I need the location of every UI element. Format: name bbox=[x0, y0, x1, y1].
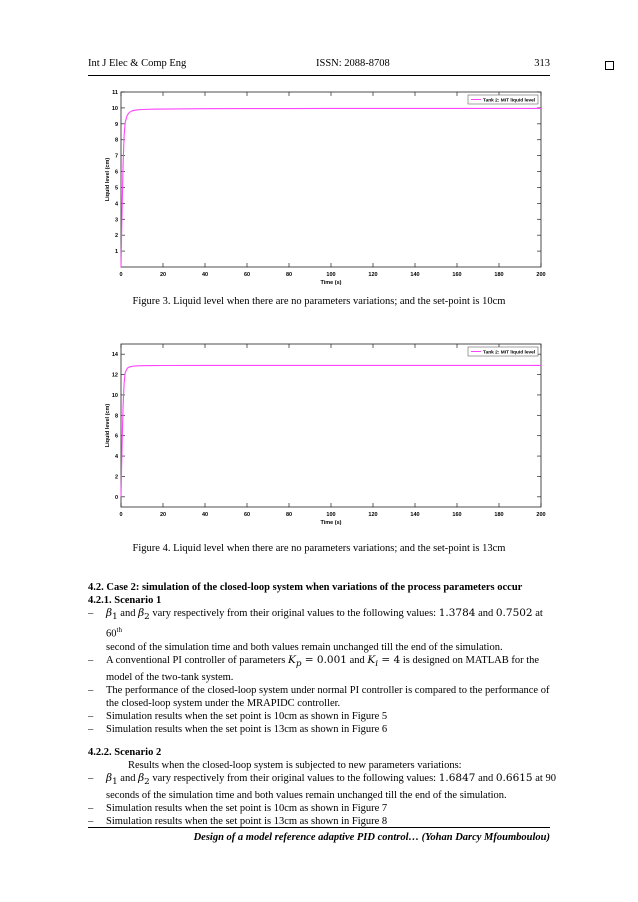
x-tick-label: 120 bbox=[368, 272, 378, 278]
x-tick-label: 180 bbox=[494, 272, 504, 278]
y-tick-label: 3 bbox=[114, 217, 118, 224]
heading-case-2: 4.2. Case 2: simulation of the closed-loop system when variations of the process parameters occur bbox=[88, 582, 523, 593]
x-tick-label: 60 bbox=[243, 512, 251, 518]
heading-scenario-1: 4.2.1. Scenario 1 bbox=[88, 595, 162, 606]
y-tick-label: 4 bbox=[114, 454, 118, 461]
list-item: – Simulation results when the set point is 10cm as shown in Figure 5 bbox=[88, 710, 388, 722]
y-tick-label: 10 bbox=[111, 105, 118, 112]
figure-4-chart bbox=[0, 330, 638, 540]
figure-3-chart bbox=[0, 80, 638, 310]
y-tick-label: 2 bbox=[114, 474, 118, 481]
x-tick-label: 60 bbox=[243, 272, 251, 278]
page-header bbox=[88, 58, 550, 74]
x-tick-label: 40 bbox=[201, 272, 209, 278]
y-axis-label: Liquid level (cm) bbox=[105, 157, 111, 202]
y-tick-label: 4 bbox=[114, 201, 118, 208]
checkbox-square-icon bbox=[605, 61, 614, 70]
figure-3-caption: Figure 3. Liquid level when there are no parameters variations; and the set-point is 10cm bbox=[132, 296, 506, 307]
y-tick-label: 8 bbox=[114, 413, 118, 420]
list-item: – $\beta_1$ and $\beta_2$ vary respectively from their original values to the following values: 1.3784 and 0.7502 at 60th second of the simulation time and both values remain unchanged till the end of the simulation. bbox=[88, 607, 543, 653]
issn: ISSN: 2088-8708 bbox=[316, 58, 390, 69]
x-tick-label: 120 bbox=[368, 512, 378, 518]
x-tick-label: 0 bbox=[119, 512, 123, 518]
x-tick-label: 40 bbox=[201, 512, 209, 518]
figure-4 bbox=[0, 330, 638, 540]
y-tick-label: 5 bbox=[114, 185, 118, 192]
y-tick-label: 10 bbox=[111, 392, 118, 399]
y-tick-label: 6 bbox=[114, 433, 118, 440]
list-item: – The performance of the closed-loop system under normal PI controller is compared to the performance of the closed-loop system under the MRAPIDC controller. bbox=[88, 684, 550, 709]
y-tick-label: 6 bbox=[114, 169, 118, 176]
x-tick-label: 80 bbox=[285, 272, 293, 278]
x-tick-label: 160 bbox=[452, 512, 462, 518]
x-tick-label: 100 bbox=[326, 512, 336, 518]
x-tick-label: 140 bbox=[410, 512, 420, 518]
legend-label: Tank 2: MIT liquid level bbox=[483, 350, 536, 356]
y-tick-label: 8 bbox=[114, 137, 118, 144]
y-tick-label: 2 bbox=[114, 233, 118, 240]
journal-name: Int J Elec & Comp Eng bbox=[88, 58, 187, 69]
page-footer: Design of a model reference adaptive PID control… (Yohan Darcy Mfoumboulou) bbox=[193, 832, 550, 843]
x-tick-label: 20 bbox=[159, 512, 167, 518]
x-tick-label: 140 bbox=[410, 272, 420, 278]
legend bbox=[468, 95, 538, 104]
y-tick-label: 9 bbox=[114, 121, 118, 128]
legend bbox=[468, 347, 538, 356]
y-tick-label: 1 bbox=[114, 249, 118, 256]
y-tick-label: 14 bbox=[111, 352, 118, 359]
y-tick-label: 11 bbox=[112, 90, 118, 96]
header-rule bbox=[88, 75, 550, 76]
y-tick-label: 12 bbox=[111, 372, 118, 379]
list-item: – Simulation results when the set point is 13cm as shown in Figure 8 bbox=[88, 815, 388, 827]
x-tick-label: 180 bbox=[494, 512, 504, 518]
section-4-2 bbox=[88, 581, 558, 828]
y-tick-label: 0 bbox=[114, 494, 118, 501]
list-item: – $\beta_1$ and $\beta_2$ vary respectively from their original values to the following values: 1.6847 and 0.6615 at 90 seconds of the simulation time and both values remain unchanged till the end of the simulation. bbox=[88, 771, 556, 801]
x-tick-label: 0 bbox=[119, 272, 123, 278]
x-axis-label: Time (s) bbox=[320, 280, 342, 286]
legend-label: Tank 2: MIT liquid level bbox=[483, 98, 536, 104]
heading-scenario-2: 4.2.2. Scenario 2 bbox=[88, 746, 162, 758]
footer-rule bbox=[88, 827, 550, 828]
list-item: – Simulation results when the set point is 13cm as shown in Figure 6 bbox=[88, 723, 388, 735]
x-tick-label: 200 bbox=[536, 512, 546, 518]
x-axis-label: Time (s) bbox=[320, 520, 342, 526]
list-item: – A conventional PI controller of parameters $K_p = 0.001$ and $K_i = 4$ is designed on MATLAB for the model of the two-tank system. bbox=[88, 653, 540, 683]
y-axis-label: Liquid level (cm) bbox=[105, 403, 111, 448]
scenario-2-intro: Results when the closed-loop system is subjected to new parameters variations: bbox=[128, 759, 462, 771]
x-tick-label: 200 bbox=[536, 272, 546, 278]
plot-area bbox=[121, 344, 541, 507]
figure-3 bbox=[0, 80, 638, 310]
list-item: – Simulation results when the set point is 10cm as shown in Figure 7 bbox=[88, 802, 388, 814]
x-tick-label: 80 bbox=[285, 512, 293, 518]
x-tick-label: 160 bbox=[452, 272, 462, 278]
y-tick-label: 7 bbox=[114, 153, 118, 160]
x-tick-label: 20 bbox=[159, 272, 167, 278]
plot-area bbox=[121, 92, 541, 267]
figure-4-caption: Figure 4. Liquid level when there are no parameters variations; and the set-point is 13cm bbox=[132, 543, 506, 554]
x-tick-label: 100 bbox=[326, 272, 336, 278]
page-number: 313 bbox=[534, 58, 550, 69]
